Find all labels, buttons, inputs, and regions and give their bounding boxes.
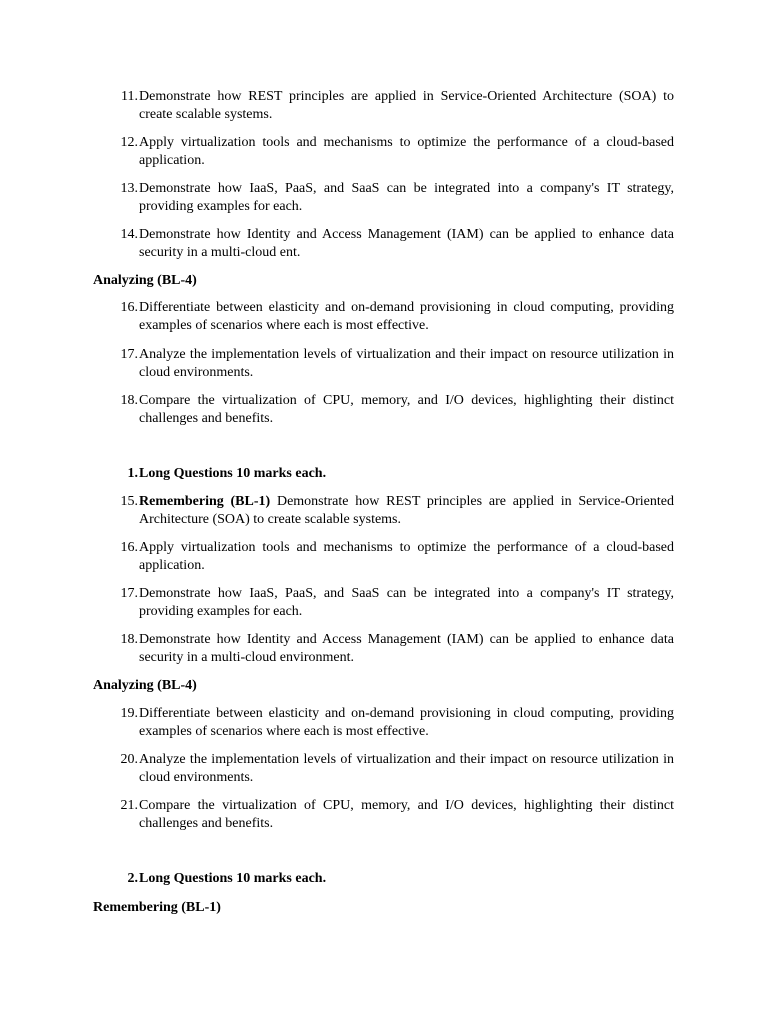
question-item: [116, 226, 674, 262]
question-number: 15.: [120, 494, 138, 509]
question-number: 14.: [120, 227, 138, 242]
analyzing-heading: Analyzing (BL-4): [93, 678, 197, 693]
question-text: Differentiate between elasticity and on-demand provisioning in cloud computing, providing examples of scenarios where each is most effective.: [139, 300, 674, 333]
question-number: 11.: [121, 89, 138, 104]
question-text: Demonstrate how IaaS, PaaS, and SaaS can be integrated into a company's IT strategy, providing examples for each.: [139, 181, 674, 214]
question-text: Compare the virtualization of CPU, memory, and I/O devices, highlighting their distinct challenges and benefits.: [139, 393, 674, 426]
question-item: [116, 88, 674, 124]
long-questions-text: Long Questions 10 marks each.: [139, 466, 327, 481]
bloom-level-label: Remembering (BL-1): [139, 494, 271, 509]
question-item: [116, 539, 674, 575]
question-item: [116, 493, 674, 529]
question-text: Demonstrate how REST principles are applied in Service-Oriented Architecture (SOA) to create scalable systems.: [139, 89, 674, 122]
question-number: 18.: [120, 632, 138, 647]
question-item: [116, 299, 674, 335]
question-text: Apply virtualization tools and mechanisms to optimize the performance of a cloud-based application.: [139, 540, 674, 573]
question-text: Analyze the implementation levels of virtualization and their impact on resource utilization in cloud environments.: [139, 752, 674, 785]
question-item: [116, 180, 674, 216]
question-item: [116, 751, 674, 787]
question-number: 17.: [120, 347, 138, 362]
long-questions-heading: [116, 870, 674, 888]
question-number: 16.: [120, 540, 138, 555]
question-body: Demonstrate how REST principles are applied in Service-Oriented Architecture (SOA) to create scalable systems.: [139, 494, 674, 527]
question-item: [116, 134, 674, 170]
question-item: [116, 631, 674, 667]
question-number: 18.: [120, 393, 138, 408]
question-item: [116, 705, 674, 741]
long-questions-number: 2.: [127, 871, 138, 886]
question-text: [139, 493, 674, 529]
question-number: 19.: [120, 706, 138, 721]
question-number: 20.: [120, 752, 138, 767]
question-item: [116, 346, 674, 382]
long-questions-number: 1.: [127, 466, 138, 481]
question-text: Apply virtualization tools and mechanisms to optimize the performance of a cloud-based application.: [139, 135, 674, 168]
long-questions-heading: [116, 465, 674, 483]
question-item: [116, 797, 674, 833]
question-number: 16.: [120, 300, 138, 315]
question-number: 21.: [120, 798, 138, 813]
long-questions-text: Long Questions 10 marks each.: [139, 871, 327, 886]
question-text: Demonstrate how Identity and Access Management (IAM) can be applied to enhance data security in a multi-cloud environment.: [139, 632, 674, 665]
question-number: 17.: [120, 586, 138, 601]
question-text: Analyze the implementation levels of virtualization and their impact on resource utilization in cloud environments.: [139, 347, 674, 380]
analyzing-heading: Analyzing (BL-4): [93, 273, 197, 288]
question-text: Compare the virtualization of CPU, memory, and I/O devices, highlighting their distinct challenges and benefits.: [139, 798, 674, 831]
question-text: Differentiate between elasticity and on-demand provisioning in cloud computing, providing examples of scenarios where each is most effective.: [139, 706, 674, 739]
question-number: 13.: [120, 181, 138, 196]
question-text: Demonstrate how IaaS, PaaS, and SaaS can be integrated into a company's IT strategy, providing examples for each.: [139, 586, 674, 619]
question-text: Demonstrate how Identity and Access Management (IAM) can be applied to enhance data security in a multi-cloud ent.: [139, 227, 674, 260]
question-item: [116, 392, 674, 428]
remembering-heading: Remembering (BL-1): [93, 900, 221, 915]
question-number: 12.: [120, 135, 138, 150]
question-item: [116, 585, 674, 621]
